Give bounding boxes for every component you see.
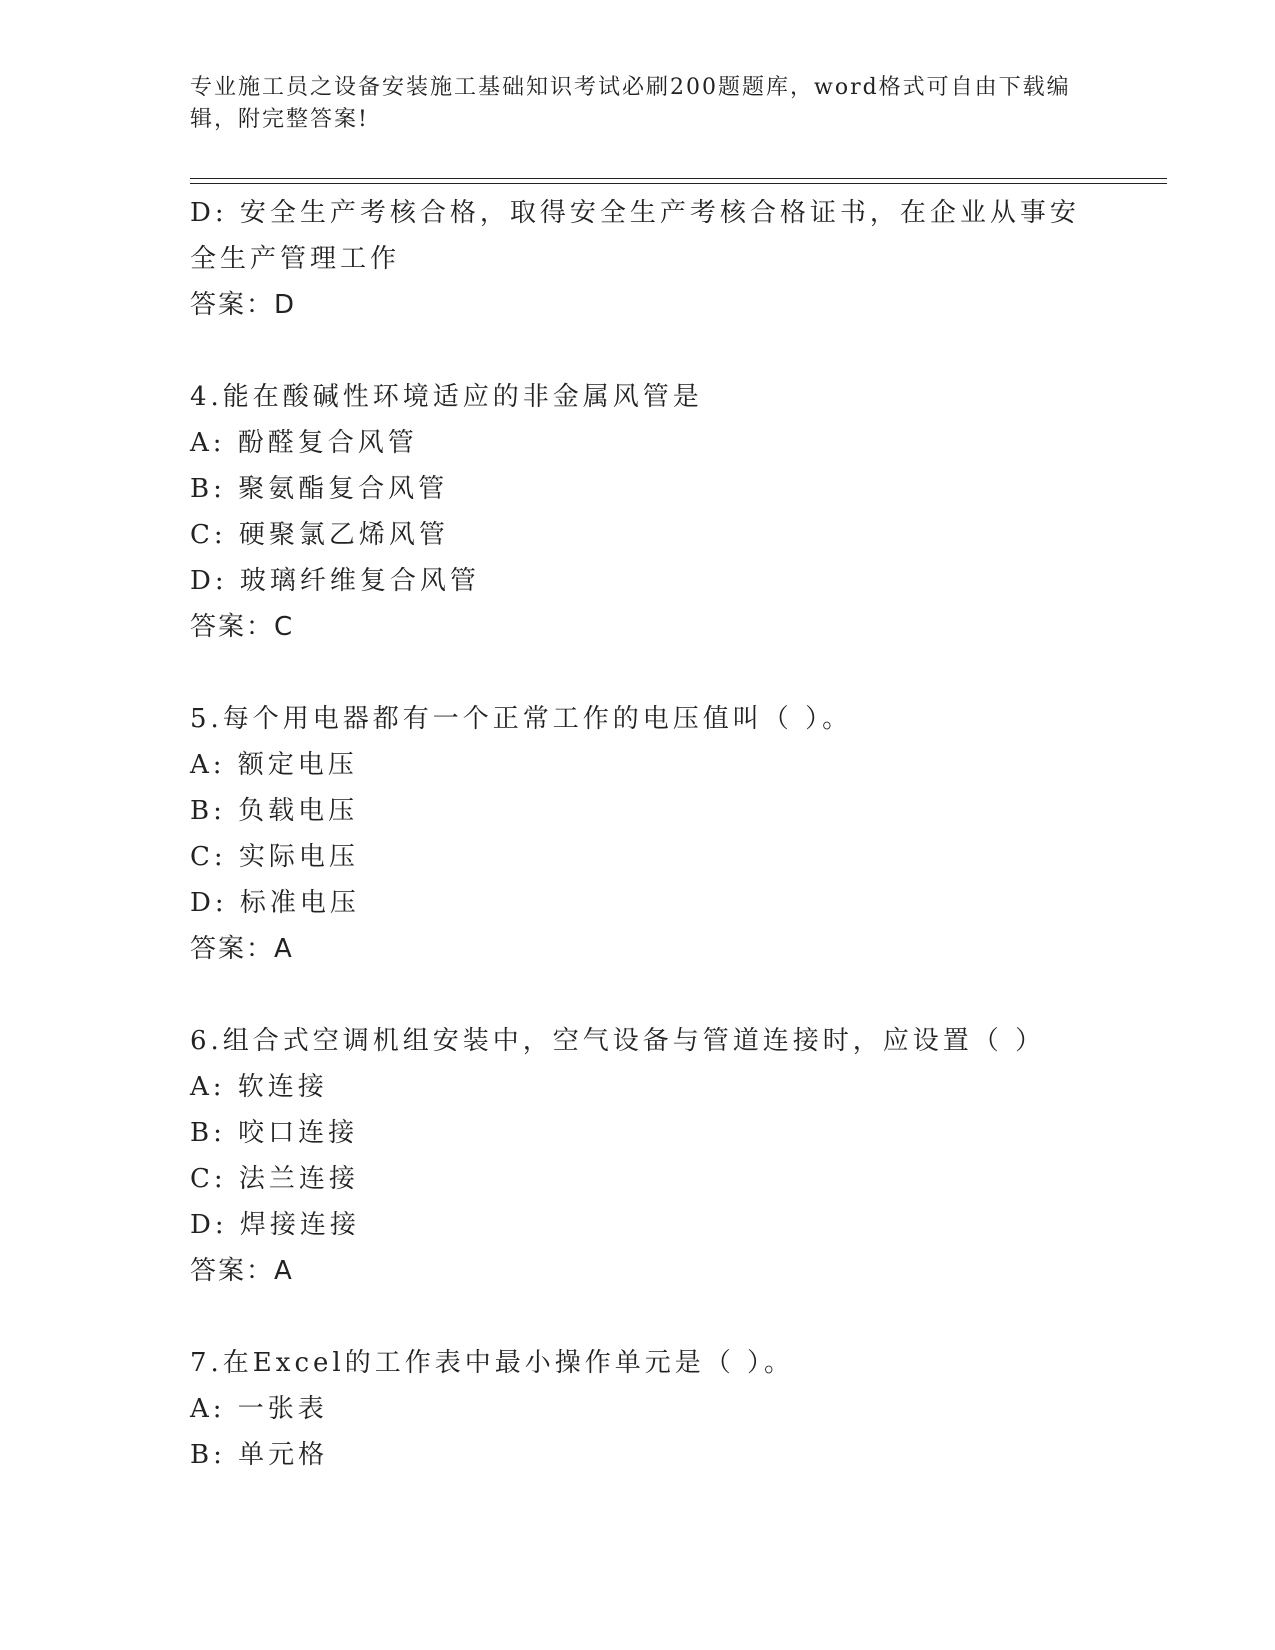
spacer — [190, 328, 1090, 374]
option-a: A: 一张表 — [190, 1394, 328, 1424]
option-c: C: 硬聚氯乙烯风管 — [190, 520, 449, 550]
question-4 — [190, 374, 1090, 650]
question-6 — [190, 1018, 1090, 1294]
spacer — [190, 972, 1090, 1018]
carryover-option-d: D: 安全生产考核合格，取得安全生产考核合格证书，在企业从事安全生产管理工作 — [190, 198, 1080, 274]
header-divider-bottom — [190, 183, 1167, 184]
option-d: D: 焊接连接 — [190, 1210, 360, 1240]
carryover-answer: 答案：D — [190, 290, 297, 320]
question-7 — [190, 1340, 1090, 1478]
option-d: D: 标准电压 — [190, 888, 360, 918]
option-a: A: 酚醛复合风管 — [190, 428, 418, 458]
answer: 答案：C — [190, 612, 295, 642]
option-b: B: 负载电压 — [190, 796, 359, 826]
option-c: C: 实际电压 — [190, 842, 359, 872]
question-5 — [190, 696, 1090, 972]
document-header: 专业施工员之设备安装施工基础知识考试必刷200题题库，word格式可自由下载编辑，附完整答案! — [190, 75, 1071, 132]
question-text: 6.组合式空调机组安装中，空气设备与管道连接时，应设置（ ） — [190, 1026, 1046, 1056]
spacer — [190, 1294, 1090, 1340]
header-divider-top — [190, 178, 1167, 179]
option-b: B: 单元格 — [190, 1440, 329, 1470]
question-text: 4.能在酸碱性环境适应的非金属风管是 — [190, 382, 703, 412]
question-text: 7.在Excel的工作表中最小操作单元是（ ）。 — [190, 1348, 794, 1378]
option-c: C: 法兰连接 — [190, 1164, 359, 1194]
option-b: B: 咬口连接 — [190, 1118, 359, 1148]
option-a: A: 额定电压 — [190, 750, 358, 780]
question-text: 5.每个用电器都有一个正常工作的电压值叫（ ）。 — [190, 704, 853, 734]
option-d: D: 玻璃纤维复合风管 — [190, 566, 480, 596]
spacer — [190, 650, 1090, 696]
option-a: A: 软连接 — [190, 1072, 328, 1102]
option-b: B: 聚氨酯复合风管 — [190, 474, 449, 504]
answer: 答案：A — [190, 934, 294, 964]
document-body — [190, 190, 1090, 1478]
answer: 答案：A — [190, 1256, 294, 1286]
